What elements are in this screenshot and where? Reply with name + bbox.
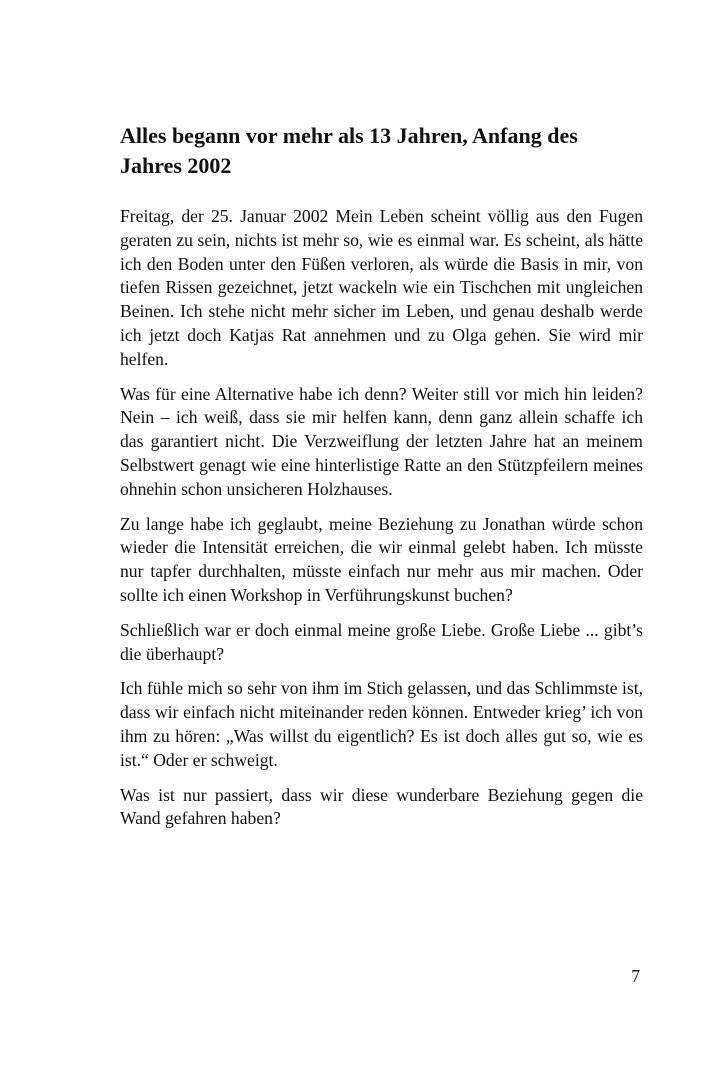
body-text [120,205,643,842]
paragraph-5: Ich fühle mich so sehr von ihm im Stich gelassen, und das Schlimmste ist, dass wir einfach nicht miteinander reden können. Entweder krieg’ ich von ihm zu hören: „Was willst du eigentlich? Es ist doch alles gut so, wie es ist.“ Oder er schweigt. [120,678,643,770]
chapter-heading: Alles begann vor mehr als 13 Jahren, Anfang des Jahres 2002 [120,123,578,178]
paragraph-4: Schließlich war er doch einmal meine große Liebe. Große Liebe ... gibt’s die überhaupt? [120,619,643,664]
paragraph-2: Was für eine Alternative habe ich denn? Weiter still vor mich hin leiden? Nein – ich weiß, dass sie mir helfen kann, denn ganz allein schaffe ich das garantiert nicht. Die Verzweiflung der letzten Jahre hat an meinem Selbstwert genagt wie eine hinterlistige Ratte an den Stützpfeilern meines ohnehin schon unsicheren Holzhauses. [120,383,643,499]
paragraph-3: Zu lange habe ich geglaubt, meine Beziehung zu Jonathan würde schon wieder die Intensität erreichen, die wir einmal gelebt haben. Ich müsste nur tapfer durchhalten, müsste einfach nur mehr aus mir machen. Oder sollte ich einen Workshop in Verführungskunst buchen? [120,513,643,605]
page-number: 7 [631,966,640,986]
paragraph-1: Freitag, der 25. Januar 2002 Mein Leben scheint völlig aus den Fugen geraten zu sein, nichts ist mehr so, wie es einmal war. Es scheint, als hätte ich den Boden unter den Füßen verloren, als würde die Basis in mir, von tiefen Rissen gezeichnet, jetzt wackeln wie ein Tischchen mit ungleichen Beinen. Ich stehe nicht mehr sicher im Leben, und genau deshalb werde ich jetzt doch Katjas Rat annehmen und zu Olga gehen. Sie wird mir helfen. [120,206,643,369]
paragraph-6: Was ist nur passiert, dass wir diese wunderbare Beziehung gegen die Wand gefahren haben? [120,784,643,829]
